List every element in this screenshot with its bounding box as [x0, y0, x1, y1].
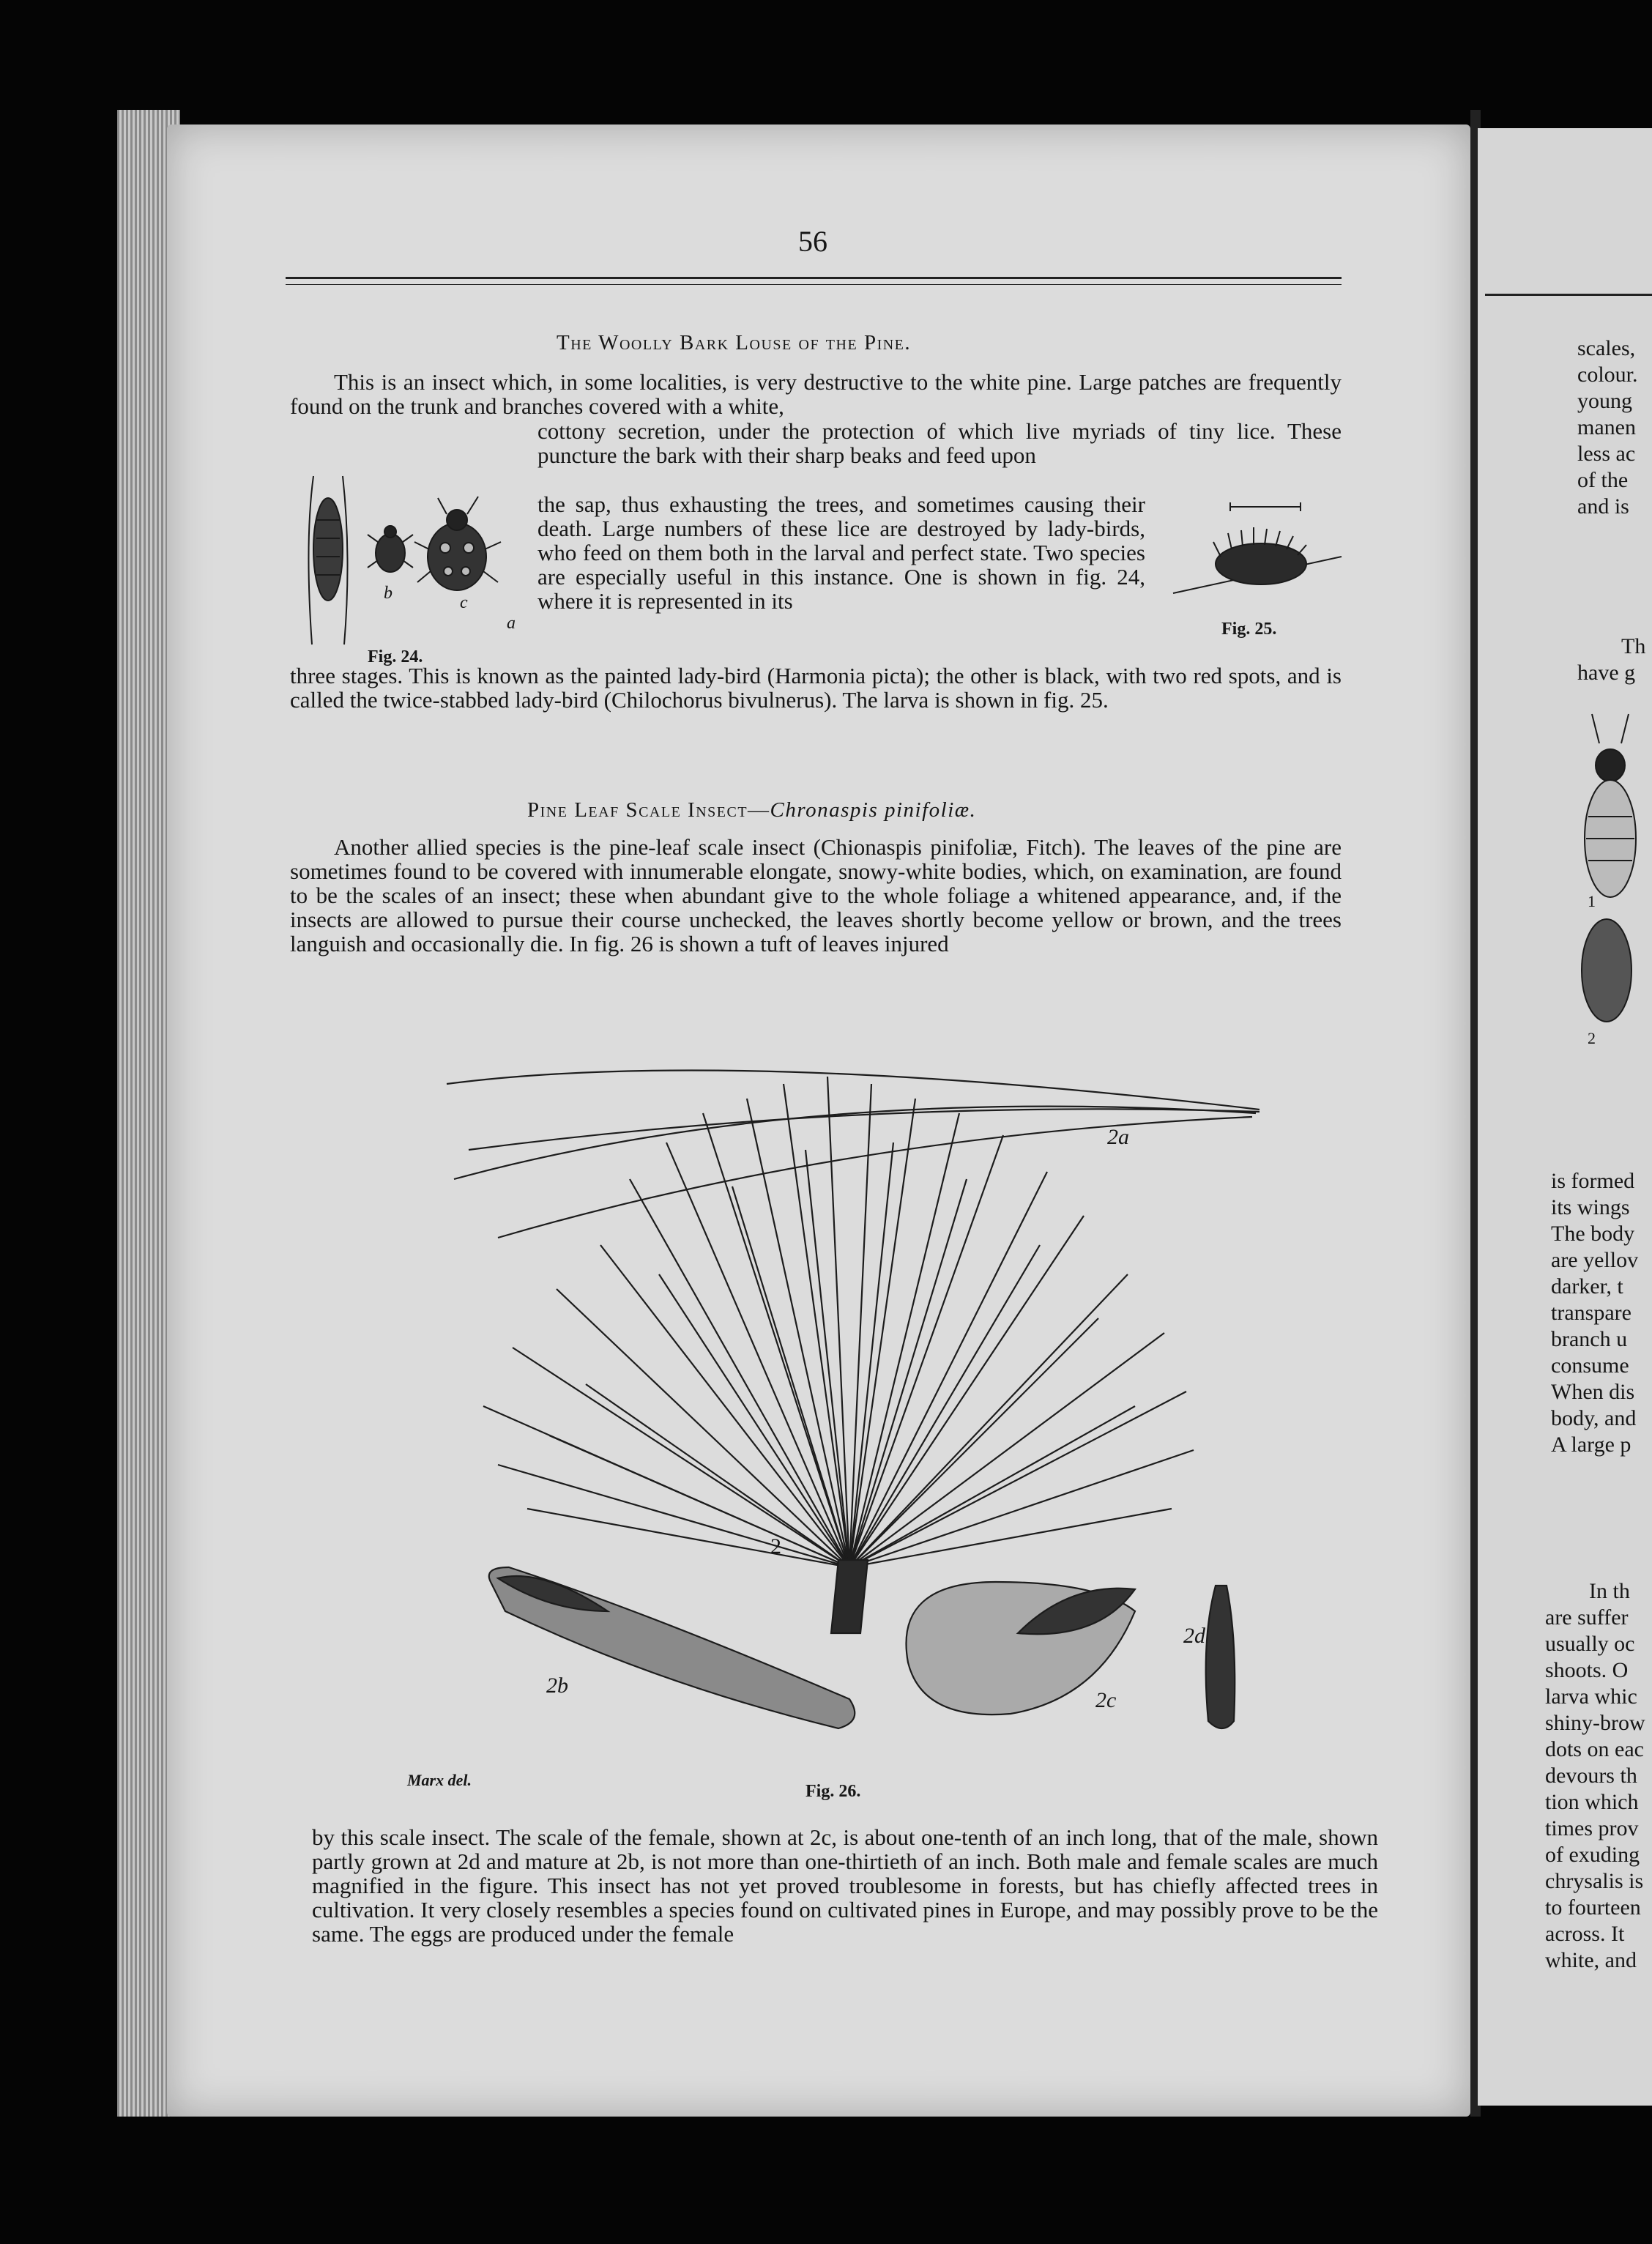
section-title-pine-leaf-scale	[527, 798, 976, 822]
right-line: The body	[1551, 1222, 1635, 1246]
right-line: shiny-brow	[1545, 1711, 1645, 1735]
right-line: body, and	[1551, 1406, 1637, 1430]
right-line: In th	[1589, 1579, 1630, 1603]
section-title-prefix: Pine Leaf Scale Insect—	[527, 798, 770, 822]
right-page-mid-text	[1577, 634, 1645, 686]
right-line: times prov	[1545, 1816, 1639, 1840]
header-rule	[286, 277, 1342, 279]
right-line: less ac	[1577, 442, 1636, 466]
right-line: across. It	[1545, 1922, 1625, 1946]
paragraph-scale-description: by this scale insect. The scale of the female, shown at 2c, is about one-tenth of an inch long, that of the male, shown partly grown at 2d and mature at 2b, is not more than one-thirtieth of an inch. Both male and female scales are much magnified in the figure. This insect has not yet proved troublesome in forests, but has chiefly affected trees in cultivation. It very closely resembles a species found on cultivated pines in Europe, and may possibly prove to be the same. The eggs are produced under the female	[312, 1824, 1378, 1947]
fig-26-pine-tuft-illustration	[439, 1055, 1347, 1787]
fig-25-larva-illustration	[1166, 498, 1356, 608]
paragraph-three-stages: three stages. This is known as the painted lady-bird (Harmonia picta); the other is black, with two red spots, and is called the twice-stabbed lady-bird (Chilochorus bivulnerus). The larva is shown in fig. 25.	[290, 663, 1342, 713]
paragraph-lice: cottony secretion, under the protection of which live myriads of tiny lice. These puncture the bark with their sharp beaks and feed upon	[537, 418, 1342, 468]
right-line: larva whic	[1545, 1684, 1637, 1709]
right-page-top-text	[1577, 335, 1638, 520]
right-line: are yellov	[1551, 1248, 1639, 1272]
right-line: its wings	[1551, 1195, 1630, 1219]
fig-26-label-2c: 2c	[1095, 1688, 1117, 1712]
right-line: A large p	[1551, 1433, 1631, 1457]
paragraph-ladybirds: the sap, thus exhausting the trees, and sometimes causing their death. Large numbers of these lice are destroyed by lady-birds, who feed on them both in the larval and perfect state. Two species are especially useful in this instance. One is shown in fig. 24, where it is represented in its	[537, 491, 1145, 614]
right-page-partial	[1478, 128, 1652, 2106]
fig-24-label-c: c	[460, 593, 468, 612]
right-header-rule	[1485, 294, 1652, 296]
right-line: devours th	[1545, 1764, 1637, 1788]
fig-26-label-2d: 2d	[1183, 1624, 1205, 1648]
right-line: consume	[1551, 1353, 1629, 1378]
fig-24-label-b: b	[384, 584, 392, 603]
right-page-insect-illustration	[1570, 699, 1652, 1029]
right-line: young	[1577, 389, 1632, 413]
right-page-text-block-2	[1551, 1168, 1638, 1458]
right-line: scales,	[1577, 336, 1636, 360]
right-line: are suffer	[1545, 1605, 1629, 1630]
right-line: to fourteen	[1545, 1895, 1641, 1920]
fig-26-engraver-signature: Marx del.	[407, 1771, 472, 1789]
fig-25-caption: Fig. 25.	[1221, 620, 1277, 639]
fig-24-label-a: a	[507, 614, 516, 633]
right-page-text-block-3	[1545, 1578, 1645, 1974]
right-line: white, and	[1545, 1948, 1637, 1972]
right-line: of exuding	[1545, 1843, 1640, 1867]
right-line: colour.	[1577, 363, 1638, 387]
page-number: 56	[798, 225, 827, 258]
section-title-woolly-bark-louse: The Woolly Bark Louse of the Pine.	[557, 331, 912, 354]
right-fig-label-2: 2	[1588, 1029, 1596, 1047]
fig-24-ladybird-illustration	[291, 469, 516, 652]
fig-24-caption: Fig. 24.	[368, 647, 423, 666]
right-line: is formed	[1551, 1169, 1635, 1193]
right-line: dots on eac	[1545, 1737, 1644, 1761]
right-line: manen	[1577, 415, 1636, 439]
right-line: and is	[1577, 494, 1629, 519]
right-line: usually oc	[1545, 1632, 1635, 1656]
fig-26-label-2b: 2b	[546, 1673, 568, 1698]
right-line: chrysalis is	[1545, 1869, 1644, 1893]
right-line: transpare	[1551, 1301, 1631, 1325]
right-line: Th	[1621, 634, 1646, 658]
right-line: darker, t	[1551, 1274, 1623, 1299]
right-line: tion which	[1545, 1790, 1639, 1814]
right-line: shoots. O	[1545, 1658, 1629, 1682]
paragraph-pine-leaf-scale: Another allied species is the pine-leaf scale insect (Chionaspis pinifoliæ, Fitch). The leaves of the pine are sometimes found to be covered with innumerable elongate, snowy-white bodies, which, on examination, are found to be the scales of an insect; these when abundant give to the whole foliage a whitened appearance, and, if the insects are allowed to pursue their course unchecked, the leaves shortly become yellow or brown, and the trees languish and occasionally die. In fig. 26 is shown a tuft of leaves injured	[290, 834, 1342, 956]
paragraph-intro: This is an insect which, in some localities, is very destructive to the white pine. Large patches are frequently found on the trunk and branches covered with a white,	[290, 369, 1342, 419]
right-line: branch u	[1551, 1327, 1628, 1351]
section-title-species: Chronaspis pinifoliæ.	[770, 798, 977, 822]
right-line: When dis	[1551, 1380, 1635, 1404]
right-fig-label-1: 1	[1588, 892, 1596, 910]
fig-26-label-2a: 2a	[1107, 1125, 1129, 1149]
fig-26-caption: Fig. 26.	[805, 1782, 861, 1801]
fig-26-label-2: 2	[770, 1534, 781, 1558]
header-rule-thin	[286, 284, 1342, 285]
right-line: have g	[1577, 661, 1636, 685]
right-line: of the	[1577, 468, 1629, 492]
